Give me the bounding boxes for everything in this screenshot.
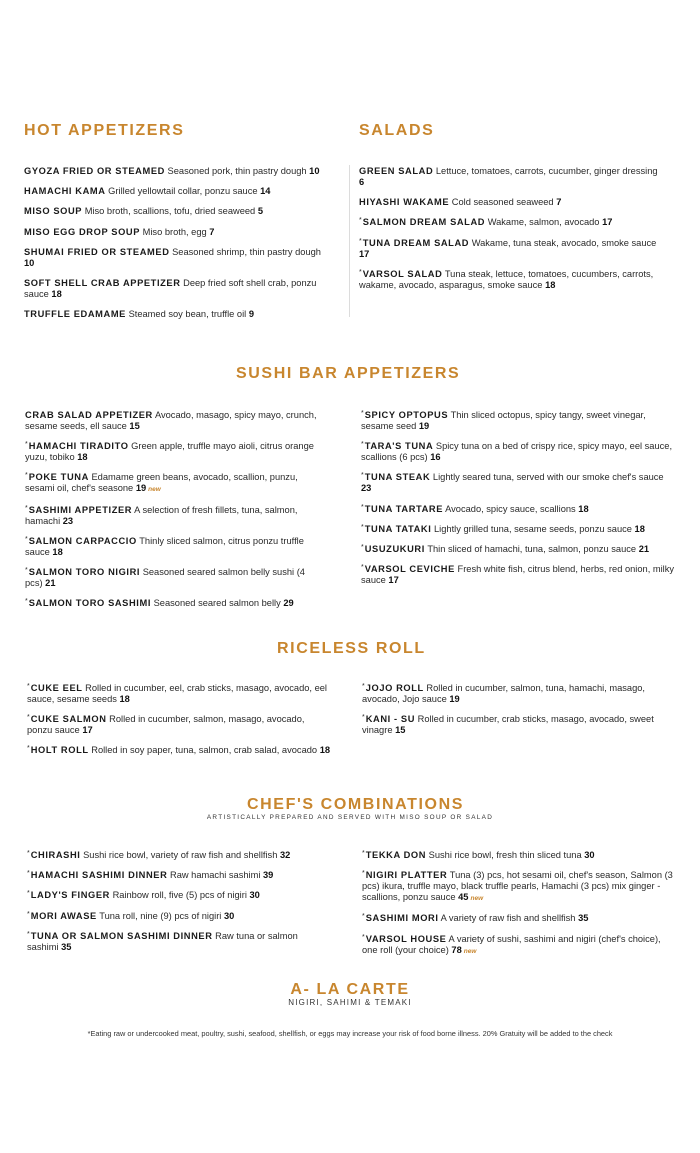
menu-item-name: USUZUKURI (364, 543, 425, 554)
menu-item-price: 35 (578, 913, 589, 924)
sushi-bar-right-list (361, 410, 676, 595)
menu-item-price: 30 (249, 890, 260, 901)
raw-item-asterisk: * (359, 268, 362, 276)
menu-item-description: Green apple, truffle mayo aioli, citrus orange yuzu, tobiko (25, 441, 314, 463)
menu-item (361, 524, 676, 535)
menu-item-name: CHIRASHI (30, 850, 81, 860)
menu-item-price: 18 (119, 694, 130, 704)
menu-item (362, 934, 677, 957)
menu-item-price: 10 (309, 166, 320, 176)
raw-item-asterisk: * (362, 870, 365, 878)
chefs-left-list (27, 850, 327, 962)
menu-item-price: 18 (545, 279, 556, 290)
heading-hot-appetizers: HOT APPETIZERS (24, 122, 185, 139)
menu-item-description: Tuna roll, nine (9) pcs of nigiri (99, 910, 222, 921)
menu-item-description: Edamame green beans, avocado, scallion, punzu, sesami oil, chef's seasone (25, 472, 298, 494)
menu-item-description: Raw hamachi sashimi (169, 870, 261, 881)
heading-salads: SALADS (359, 122, 435, 139)
menu-item-name: HAMACHI SASHIMI DINNER (30, 870, 168, 881)
menu-item (359, 197, 664, 208)
raw-item-asterisk: * (25, 472, 28, 480)
salads-list (359, 166, 664, 300)
menu-item (27, 890, 327, 901)
menu-item-name: HAMACHI TIRADITO (28, 441, 129, 452)
menu-item-price: 29 (283, 598, 294, 609)
menu-item-description: Thin sliced of hamachi, tuna, salmon, ponzu sauce (427, 543, 637, 554)
raw-item-asterisk: * (361, 564, 364, 572)
menu-item-name: TEKKA DON (365, 850, 427, 860)
raw-item-asterisk: * (25, 441, 28, 449)
riceless-right-list (362, 683, 662, 745)
raw-item-asterisk: * (359, 217, 362, 225)
menu-item-price: 18 (77, 452, 88, 463)
menu-item (24, 247, 324, 269)
raw-item-asterisk: * (362, 683, 365, 690)
menu-item-description: Avocado, masago, spicy mayo, crunch, sesame seeds, ell sauce (25, 410, 317, 431)
menu-item (361, 564, 676, 586)
new-badge: new (470, 895, 484, 903)
raw-item-asterisk: * (361, 543, 364, 551)
menu-item-description: Deep fried soft shell crab, ponzu sauce (24, 277, 317, 299)
menu-item-description: Rolled in cucumber, salmon, masago, avocado, ponzu sauce (27, 714, 305, 736)
menu-item-name: MISO SOUP (24, 206, 83, 217)
hot-appetizers-list (24, 166, 324, 329)
menu-item (362, 850, 677, 861)
menu-item-description: A selection of fresh fillets, tuna, salmon, hamachi (25, 504, 298, 526)
menu-item-price: 9 (248, 309, 254, 320)
menu-item-name: TUNA TARTARE (364, 503, 444, 514)
menu-item-name: HAMACHI KAMA (24, 186, 106, 197)
menu-item-price: 32 (279, 850, 291, 860)
footer-disclaimer: *Eating raw or undercooked meat, poultry, sushi, seafood, shellfish, or eggs may increase your risk of food borne illness. 20% Gratuity will be added to the check (87, 1029, 613, 1038)
menu-item-name: CUKE SALMON (30, 714, 107, 725)
menu-item-description: Rolled in soy paper, tuna, salmon, crab salad, avocado (91, 745, 318, 756)
menu-item-name: KANI - SU (365, 714, 416, 725)
menu-item-description: Seasoned seared salmon belly sushi (4 pcs) (25, 566, 305, 588)
menu-item (362, 714, 662, 736)
menu-item (25, 536, 325, 558)
menu-item (27, 714, 332, 736)
menu-item-name: VARSOL CEVICHE (364, 564, 455, 575)
raw-item-asterisk: * (361, 441, 364, 449)
raw-item-asterisk: * (362, 850, 365, 857)
menu-item-description: Miso broth, egg (142, 226, 207, 237)
menu-item (359, 166, 664, 188)
menu-item-price: 35 (61, 941, 72, 952)
raw-item-asterisk: * (362, 913, 365, 921)
menu-item (25, 472, 325, 495)
menu-item-price: 7 (209, 226, 215, 237)
menu-item-price: 23 (62, 515, 74, 526)
raw-item-asterisk: * (25, 535, 28, 543)
menu-item-description: Seasoned seared salmon belly (153, 598, 281, 609)
menu-item (25, 410, 325, 432)
raw-item-asterisk: * (27, 890, 30, 898)
menu-item-name: NIGIRI PLATTER (365, 870, 448, 881)
raw-item-asterisk: * (25, 566, 28, 574)
menu-item-price: 7 (556, 197, 562, 208)
menu-item (24, 278, 324, 300)
raw-item-asterisk: * (25, 598, 28, 606)
menu-item-price: 15 (129, 421, 140, 431)
heading-riceless-roll: RICELESS ROLL (277, 640, 426, 657)
menu-item-price: 17 (359, 248, 370, 259)
heading-chefs-combinations: CHEF'S COMBINATIONS (247, 796, 465, 813)
menu-item-name: SHUMAI FRIED OR STEAMED (24, 246, 170, 257)
menu-item (25, 505, 325, 527)
menu-item-price: 21 (45, 577, 56, 588)
menu-item-description: Grilled yellowtail collar, ponzu sauce (108, 186, 258, 197)
raw-item-asterisk: * (361, 410, 364, 417)
menu-item-description: Seasoned shrimp, thin pastry dough (172, 246, 321, 257)
raw-item-asterisk: * (362, 714, 365, 722)
menu-item (362, 683, 662, 705)
menu-item (27, 683, 332, 705)
menu-item-name: LADY'S FINGER (30, 890, 110, 901)
menu-item-description: Rolled in cucumber, eel, crab sticks, masago, avocado, eel sauce, sesame seeds (27, 683, 327, 704)
new-badge: new (148, 486, 161, 494)
menu-item-description: Tuna steak, lettuce, tomatoes, cucumbers, carrots, wakame, avocado, asparagus, smoke sauce (359, 268, 654, 290)
menu-item (25, 598, 325, 609)
menu-item-description: A variety of raw fish and shellfish (440, 913, 576, 924)
menu-item-description: Miso broth, scallions, tofu, dried seaweed (84, 206, 256, 217)
menu-item (24, 206, 324, 217)
raw-item-asterisk: * (27, 870, 30, 878)
menu-item-description: Rolled in cucumber, crab sticks, masago, avocado, sweet vinagre (362, 714, 654, 736)
menu-item (362, 870, 677, 904)
menu-item (361, 410, 676, 432)
sushi-bar-left-list (25, 410, 325, 618)
raw-item-asterisk: * (27, 683, 30, 690)
heading-sushi-bar-appetizers: SUSHI BAR APPETIZERS (236, 365, 461, 382)
menu-item (27, 745, 332, 756)
menu-item-name: GREEN SALAD (359, 166, 434, 176)
menu-item-price: 19 (449, 694, 460, 704)
menu-item-description: Sushi rice bowl, variety of raw fish and shellfish (83, 850, 278, 860)
menu-item-description: Seasoned pork, thin pastry dough (167, 166, 307, 176)
menu-item-price: 19 (418, 421, 430, 431)
menu-item-price: 17 (388, 575, 399, 586)
menu-item-price: 18 (51, 288, 62, 299)
menu-item-description: Rainbow roll, five (5) pcs of nigiri (112, 890, 247, 901)
menu-item (27, 911, 327, 922)
menu-item-price: 6 (359, 177, 365, 187)
menu-item-name: SASHIMI APPETIZER (28, 504, 133, 515)
menu-item (24, 166, 324, 177)
menu-item-price: 5 (257, 206, 263, 217)
menu-item-description: Lightly seared tuna, served with our smoke chef's sauce (432, 472, 664, 483)
raw-item-asterisk: * (27, 910, 30, 918)
menu-item (24, 227, 324, 238)
raw-item-asterisk: * (25, 504, 28, 512)
raw-item-asterisk: * (361, 472, 364, 480)
menu-item (24, 309, 324, 320)
menu-item-price: 30 (223, 910, 235, 921)
new-badge: new (463, 947, 477, 955)
menu-item-name: HIYASHI WAKAME (359, 197, 450, 208)
menu-item (359, 269, 664, 291)
chefs-right-list (362, 850, 677, 966)
raw-item-asterisk: * (359, 237, 362, 245)
menu-item-price: 78 (451, 944, 462, 955)
menu-item-price: 17 (82, 725, 93, 736)
menu-item-name: TUNA DREAM SALAD (362, 237, 470, 248)
menu-item-name: VARSOL HOUSE (365, 933, 447, 944)
menu-item-description: Rolled in cucumber, salmon, tuna, hamachi, masago, avocado, Jojo sauce (362, 683, 646, 704)
menu-item-name: MISO EGG DROP SOUP (24, 226, 141, 237)
menu-item (359, 238, 664, 260)
column-divider (349, 165, 350, 317)
menu-item-price: 18 (578, 503, 589, 514)
menu-item-price: 18 (52, 546, 63, 557)
menu-item-price: 17 (602, 217, 613, 228)
menu-item (24, 186, 324, 197)
menu-item-name: SASHIMI MORI (365, 913, 439, 924)
menu-item-name: VARSOL SALAD (362, 268, 443, 279)
menu-item-price: 21 (638, 543, 650, 554)
menu-item (27, 850, 327, 861)
menu-item (359, 217, 664, 228)
menu-item-name: SPICY OPTOPUS (364, 410, 449, 420)
menu-item (361, 472, 676, 494)
raw-item-asterisk: * (361, 503, 364, 511)
menu-item (361, 504, 676, 515)
menu-item-price: 23 (361, 483, 372, 494)
riceless-left-list (27, 683, 332, 766)
raw-item-asterisk: * (361, 523, 364, 531)
menu-item-name: SALMON TORO NIGIRI (28, 566, 141, 577)
menu-item-name: TUNA STEAK (364, 472, 431, 483)
menu-item-description: Sushi rice bowl, fresh thin sliced tuna (428, 850, 582, 860)
menu-item-name: HOLT ROLL (30, 745, 89, 756)
menu-item-name: TARA'S TUNA (364, 441, 434, 452)
a-la-carte-subtitle: NIGIRI, SAHIMI & TEMAKI (288, 998, 412, 1007)
menu-item-price: 14 (260, 186, 271, 197)
menu-item-name: CUKE EEL (30, 683, 83, 693)
menu-item (25, 441, 325, 463)
menu-item-description: A variety of sushi, sashimi and nigiri (chef's choice), one roll (your choice) (362, 933, 661, 955)
menu-item-name: SOFT SHELL CRAB APPETIZER (24, 277, 181, 288)
menu-item (27, 870, 327, 881)
menu-item (25, 567, 325, 589)
menu-item-description: Wakame, salmon, avocado (487, 217, 600, 228)
menu-item-name: POKE TUNA (28, 472, 89, 483)
menu-item-description: Avocado, spicy sauce, scallions (445, 503, 576, 514)
menu-item-description: Tuna (3) pcs, hot sesami oil, chef's season, Salmon (3 pcs) ikura, truffle mayo, black truffle pearls, Hamachi (3 pcs) mix ginger - scallions, ponzu sauce (362, 870, 673, 903)
menu-item-name: TUNA OR SALMON SASHIMI DINNER (30, 930, 213, 941)
raw-item-asterisk: * (27, 714, 30, 722)
menu-item-name: TUNA TATAKI (364, 523, 432, 534)
menu-item-name: TRUFFLE EDAMAME (24, 309, 126, 320)
menu-item-name: SALMON DREAM SALAD (362, 217, 486, 228)
raw-item-asterisk: * (27, 850, 30, 857)
menu-item (27, 931, 327, 953)
menu-item-description: Wakame, tuna steak, avocado, smoke sauce (471, 237, 657, 248)
menu-item-price: 45 (458, 892, 469, 903)
menu-item-price: 18 (319, 745, 331, 756)
menu-item-description: Lettuce, tomatoes, carrots, cucumber, ginger dressing (435, 166, 658, 176)
menu-item-description: Fresh white fish, citrus blend, herbs, red onion, milky sauce (361, 564, 675, 586)
raw-item-asterisk: * (27, 930, 30, 938)
menu-item-name: SALMON TORO SASHIMI (28, 598, 152, 609)
menu-item-price: 18 (634, 523, 645, 534)
menu-item-price: 10 (24, 257, 35, 268)
menu-item-name: MORI AWASE (30, 910, 97, 921)
menu-item-description: Thin sliced octopus, spicy tangy, sweet vinegar, sesame seed (361, 410, 646, 431)
menu-item-description: Thinly sliced salmon, citrus ponzu truffle sauce (25, 535, 304, 557)
menu-item (361, 544, 676, 555)
menu-item-description: Steamed soy bean, truffle oil (128, 309, 247, 320)
menu-item-description: Cold seasoned seaweed (451, 197, 554, 208)
menu-item-name: JOJO ROLL (365, 683, 424, 693)
menu-item (362, 913, 677, 924)
menu-item-price: 39 (263, 870, 274, 881)
heading-a-la-carte: A- LA CARTE (290, 981, 410, 998)
chefs-combinations-subtitle: ARTISTICALLY PREPARED AND SERVED WITH MISO SOUP OR SALAD (206, 814, 494, 821)
menu-item-name: GYOZA FRIED OR STEAMED (24, 166, 165, 176)
menu-item-name: CRAB SALAD APPETIZER (25, 410, 153, 420)
menu-item-price: 15 (395, 725, 406, 736)
raw-item-asterisk: * (362, 933, 365, 941)
menu-item-description: Raw tuna or salmon sashimi (27, 930, 298, 952)
menu-item-description: Lightly grilled tuna, sesame seeds, ponzu sauce (434, 523, 632, 534)
menu-item-price: 19 (135, 483, 147, 494)
menu-item-price: 30 (584, 850, 595, 860)
menu-item-name: SALMON CARPACCIO (28, 535, 137, 546)
raw-item-asterisk: * (27, 745, 30, 753)
menu-item-description: Spicy tuna on a bed of crispy rice, spicy mayo, eel sauce, scallions (6 pcs) (361, 441, 673, 463)
menu-item (361, 441, 676, 463)
menu-item-price: 16 (430, 452, 441, 463)
